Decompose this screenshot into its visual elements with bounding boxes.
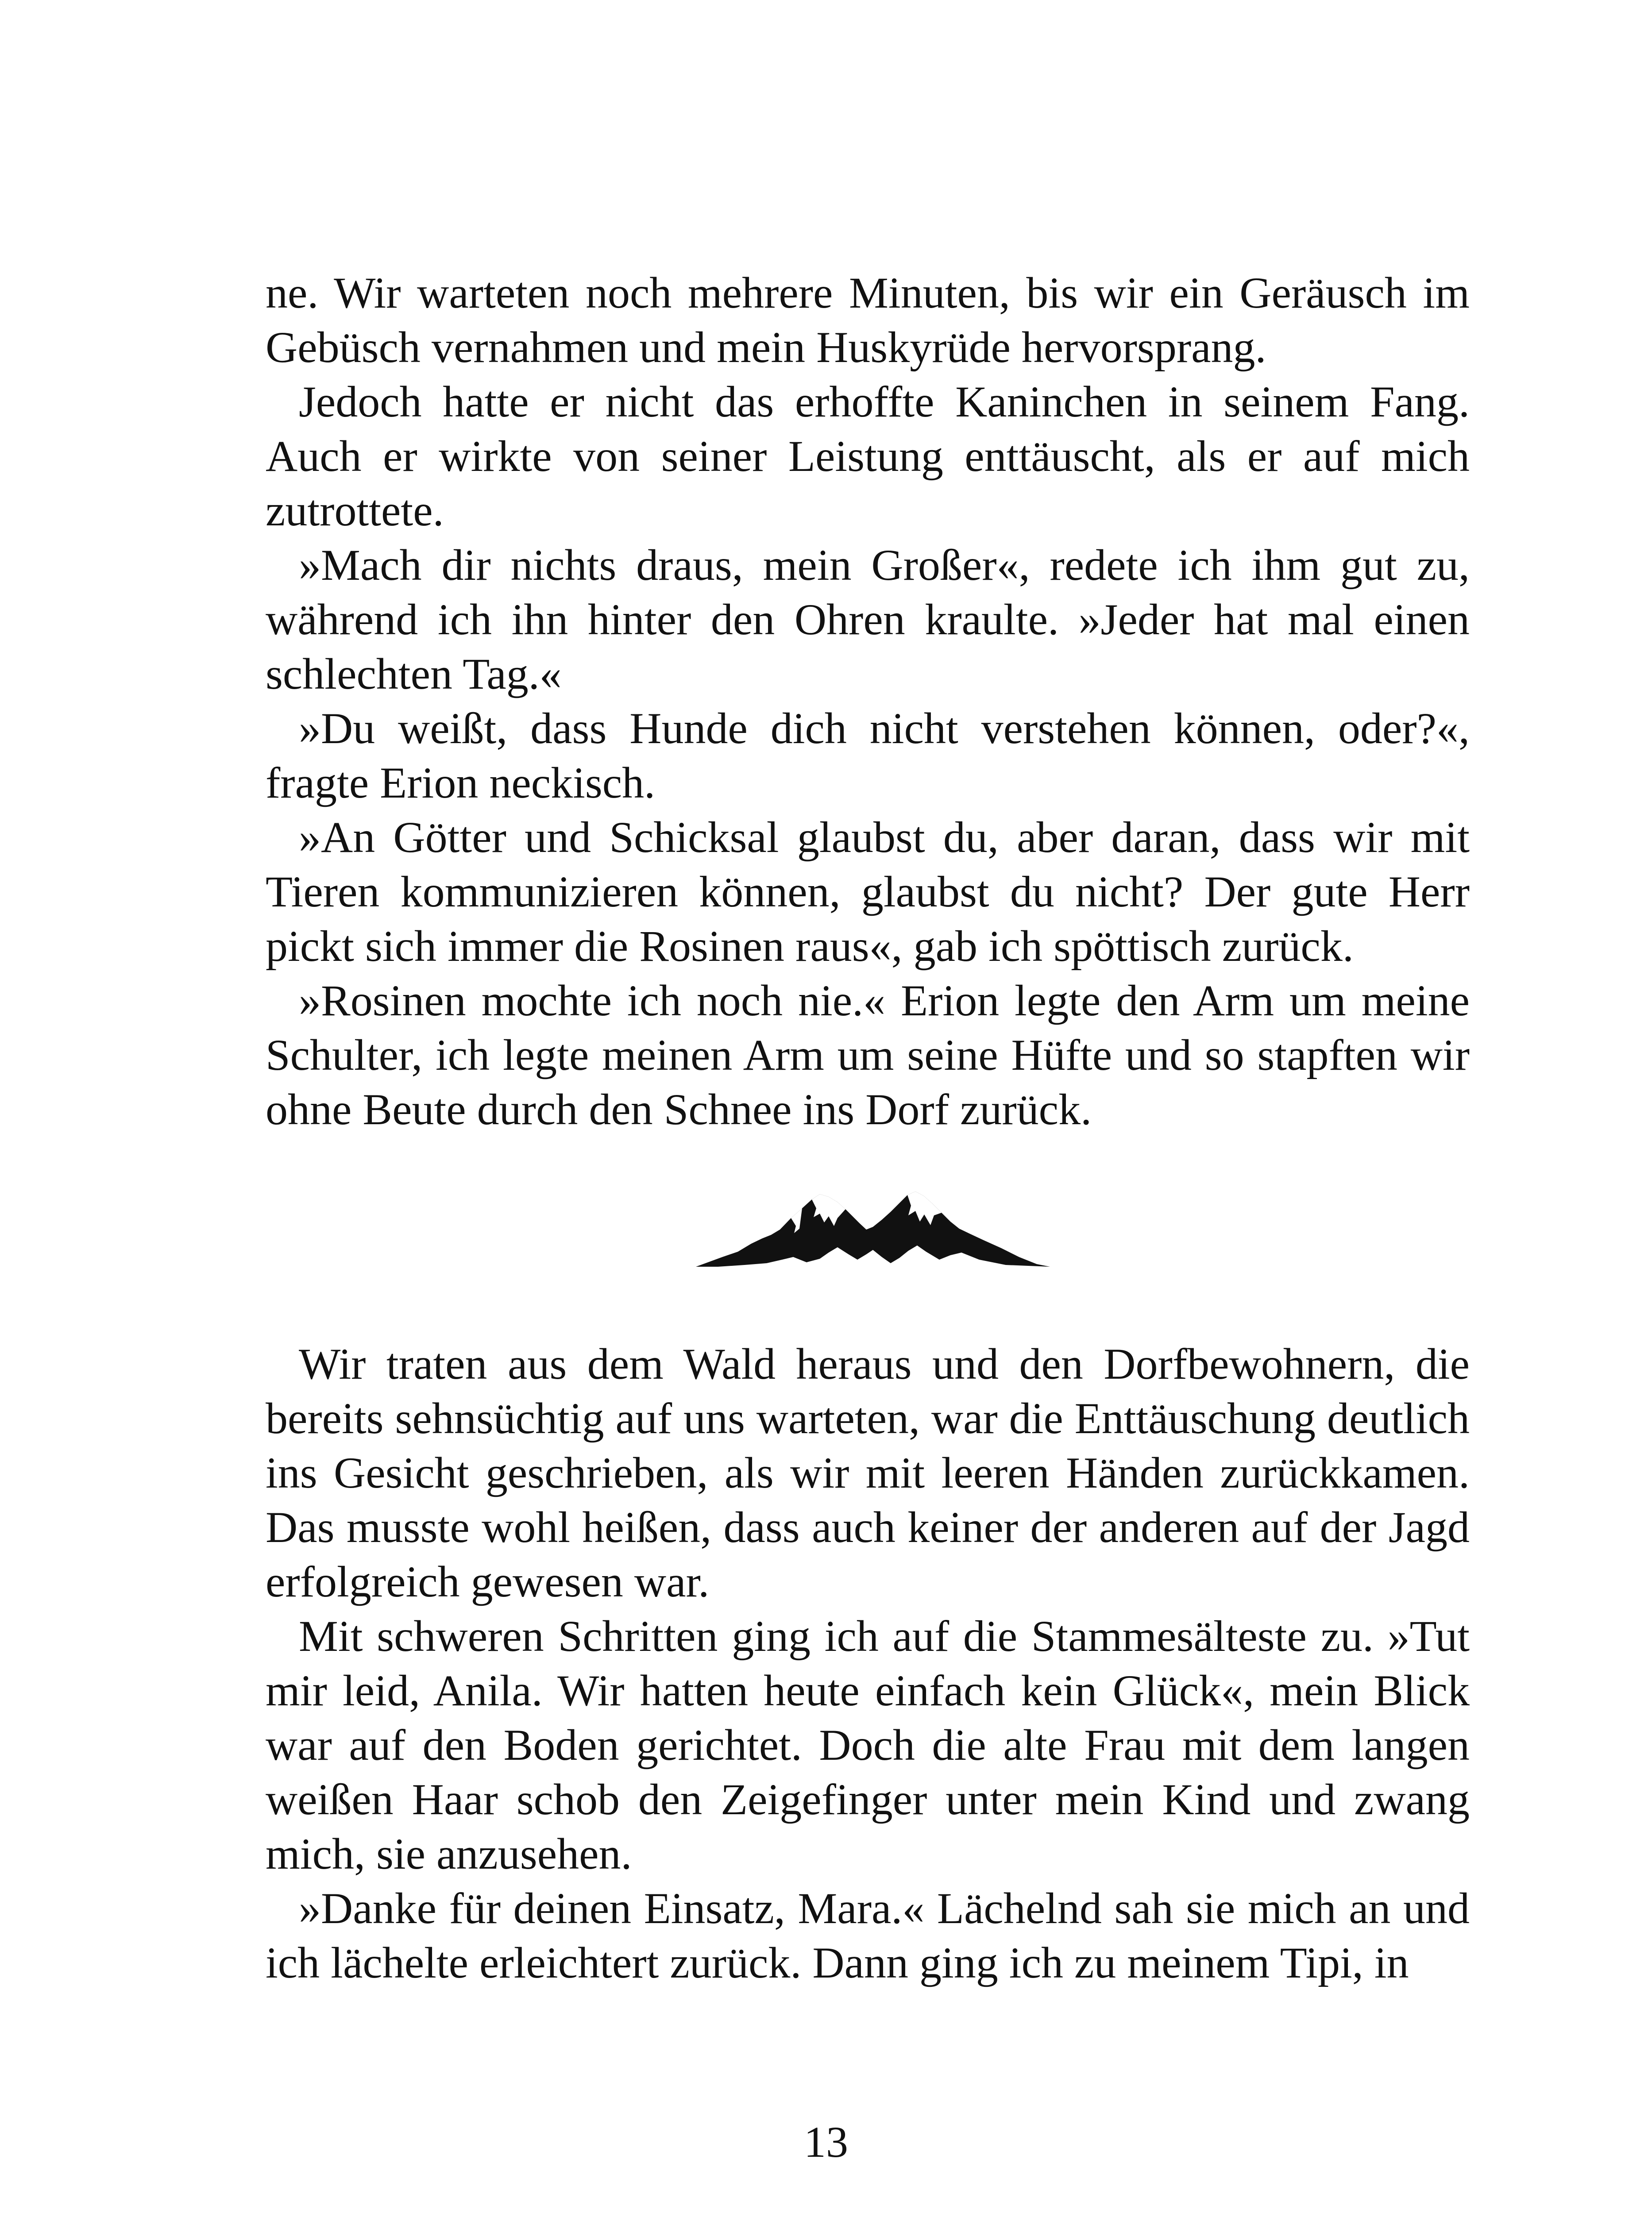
paragraph: Wir traten aus dem Wald heraus und den Dorfbewohnern, die bereits sehnsüchtig auf uns warteten, war die Enttäuschung deutlich ins Gesicht geschrieben, als wir mit leeren Händen zurückkamen. Das musste wohl heißen, dass auch keiner der anderen auf der Jagd erfolgreich gewesen war. [266, 1339, 1470, 1606]
mountain-range-icon [696, 1191, 1050, 1270]
paragraph-continuation: ne. Wir warteten noch mehrere Minuten, bis wir ein Geräusch im Gebüsch vernahmen und mein Huskyrüde hervorsprang. [266, 268, 1470, 372]
paragraph: »An Götter und Schicksal glaubst du, aber daran, dass wir mit Tieren kommunizieren können, glaubst du nicht? Der gute Herr pickt sich immer die Rosinen raus«, gab ich spöttisch zurück. [266, 813, 1470, 971]
text-section-1 [266, 266, 1470, 1137]
page-number: 13 [804, 2117, 848, 2167]
paragraph: »Danke für deinen Einsatz, Mara.« Lächelnd sah sie mich an und ich lächelte erleichtert zurück. Dann ging ich zu meinem Tipi, in [266, 1884, 1470, 1987]
mountain-ornament-svg [696, 1191, 1050, 1270]
paragraph: »Du weißt, dass Hunde dich nicht verstehen können, oder?«, fragte Erion neckisch. [266, 704, 1470, 807]
paragraph: Jedoch hatte er nicht das erhoffte Kaninchen in seinem Fang. Auch er wirkte von seiner Leistung enttäuscht, als er auf mich zutrottete. [266, 377, 1470, 535]
paragraph: Mit schweren Schritten ging ich auf die Stammesälteste zu. »Tut mir leid, Anila. Wir hatten heute einfach kein Glück«, mein Blick war auf den Boden gerichtet. Doch die alte Frau mit dem langen weißen Haar schob den Zeigefinger unter mein Kind und zwang mich, sie anzusehen. [266, 1612, 1470, 1878]
paragraph: »Rosinen mochte ich noch nie.« Erion legte den Arm um meine Schulter, ich legte meinen Arm um seine Hüfte und so stapften wir ohne Beute durch den Schnee ins Dorf zurück. [266, 976, 1470, 1134]
text-section-2 [266, 1337, 1470, 1990]
paragraph: »Mach dir nichts draus, mein Großer«, redete ich ihm gut zu, während ich ihn hinter den Ohren kraulte. »Jeder hat mal einen schlechten Tag.« [266, 540, 1470, 698]
